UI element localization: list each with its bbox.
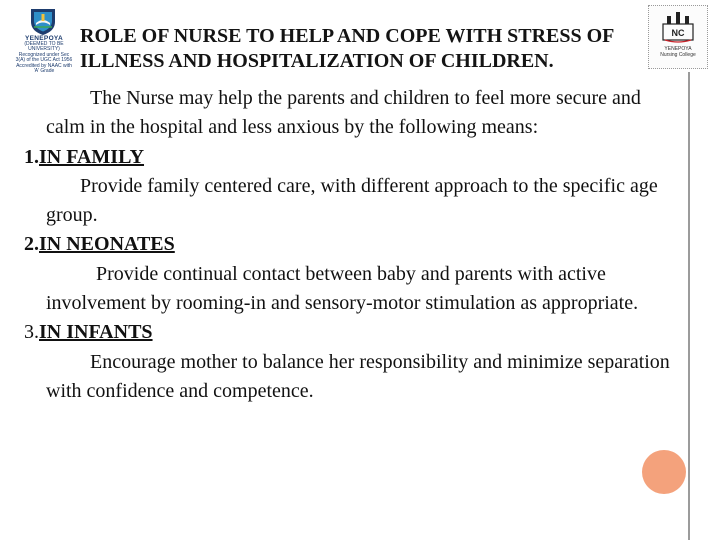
section-heading-text: IN FAMILY <box>39 145 145 168</box>
title-line-1: ROLE OF NURSE TO HELP AND COPE WITH STRESS OF <box>80 25 615 47</box>
logo-brand: YENEPOYA <box>25 35 63 42</box>
university-crest-icon <box>28 6 58 36</box>
logo-line2: Recognized under Sec 3(A) of the UGC Act 1956 <box>15 51 73 63</box>
section-text-family <box>24 172 684 231</box>
college-emblem-icon <box>659 10 697 44</box>
section-heading-family <box>24 143 684 172</box>
section-heading-neonates <box>24 230 684 259</box>
college-logo-line2: Nursing College <box>660 52 696 58</box>
svg-text:NC: NC <box>671 28 685 38</box>
right-divider <box>688 72 690 540</box>
logo-line3: Accredited by NAAC with 'A' Grade <box>16 62 72 74</box>
intro-text: The Nurse may help the parents and children to feel more secure and calm in the hospital and less anxious by the following means: <box>46 87 641 139</box>
section-body: Encourage mother to balance her responsibility and minimize separation with confidence and competence. <box>46 350 670 402</box>
intro-paragraph <box>24 84 684 143</box>
section-heading-text: IN NEONATES <box>39 233 175 256</box>
logo-line1: (DEEMED TO BE UNIVERSITY) <box>24 40 64 52</box>
section-number: 3. <box>24 321 39 344</box>
slide-body <box>24 84 684 406</box>
title-line-2: ILLNESS AND HOSPITALIZATION OF CHILDREN. <box>80 50 554 72</box>
university-logo-text <box>14 36 74 75</box>
university-logo <box>14 6 74 74</box>
section-body: Provide family centered care, with different approach to the specific age group. <box>46 174 658 227</box>
section-text-infants <box>24 348 684 407</box>
decorative-circle <box>642 450 686 494</box>
college-logo <box>648 5 708 69</box>
page-title <box>80 24 648 74</box>
section-text-neonates <box>24 260 684 319</box>
section-body: Provide continual contact between baby and parents with active involvement by rooming-in and sensory-motor stimulation as appropriate. <box>46 262 639 315</box>
section-heading-infants <box>24 318 684 347</box>
section-number: 2. <box>24 233 39 256</box>
college-logo-text <box>649 46 707 58</box>
section-heading-text: IN INFANTS <box>39 321 153 344</box>
section-number: 1. <box>24 145 39 168</box>
college-logo-line1: YENEPOYA <box>664 46 692 52</box>
